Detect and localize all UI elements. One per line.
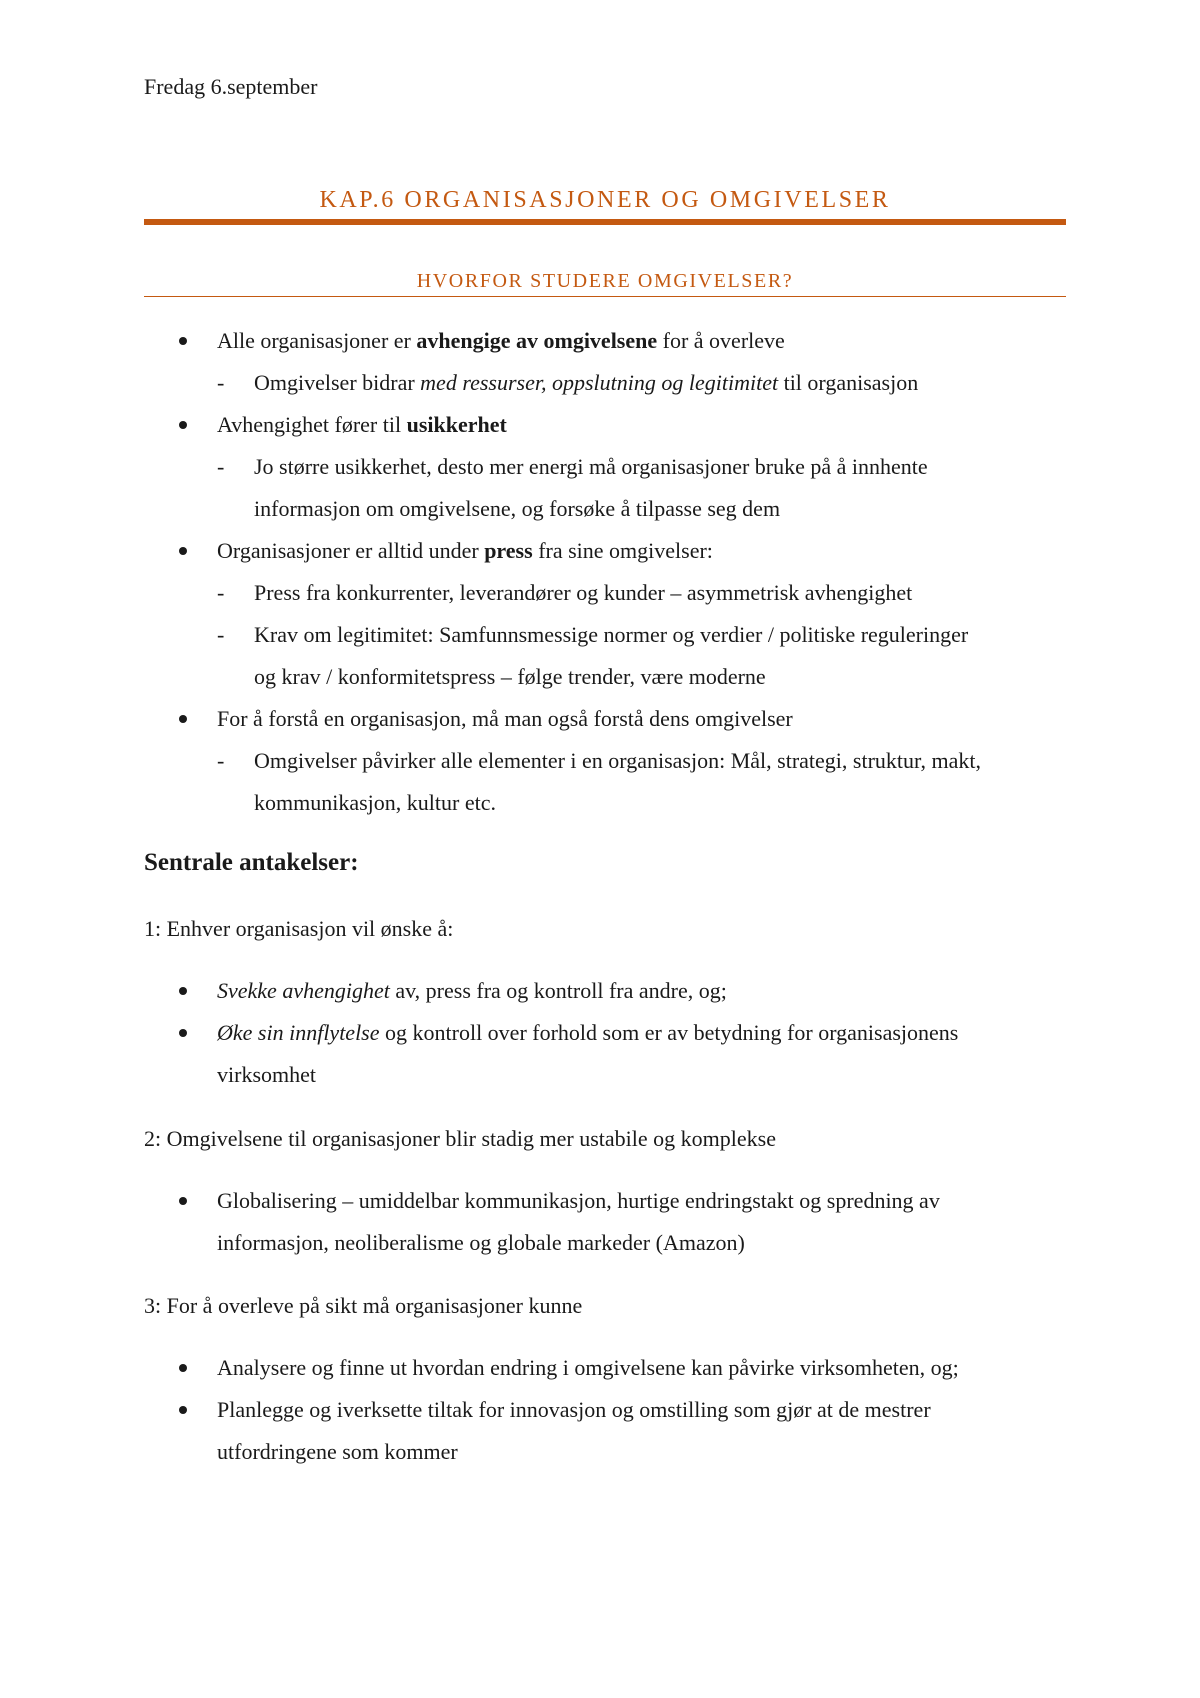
dash-icon: - xyxy=(217,748,225,773)
assumption-3-intro: 3: For å overleve på sikt må organisasjoner kunne xyxy=(144,1293,583,1318)
sub-list-item: - Krav om legitimitet: Samfunnsmessige normer og verdier / politiske reguleringer xyxy=(144,614,1066,656)
bullet-icon xyxy=(179,1406,187,1414)
dash-icon: - xyxy=(217,454,225,479)
dash-icon: - xyxy=(217,580,225,605)
bullet-icon xyxy=(179,715,187,723)
list-item: Planlegge og iverksette tiltak for innovasjon og omstilling som gjør at de mestrer xyxy=(144,1389,1066,1431)
assumptions-heading: Sentrale antakelser: xyxy=(144,849,359,876)
bullet-icon xyxy=(179,547,187,555)
list-item: For å forstå en organisasjon, må man også forstå dens omgivelser xyxy=(144,698,1066,740)
assumption-2-list xyxy=(144,1180,1066,1264)
list-item-continuation: utfordringene som kommer xyxy=(217,1439,458,1464)
list-item-continuation: virksomhet xyxy=(217,1062,316,1087)
bullet-icon xyxy=(179,987,187,995)
section-rule xyxy=(144,296,1066,297)
sub-list-item: - Omgivelser påvirker alle elementer i en organisasjon: Mål, strategi, struktur, makt, xyxy=(144,740,1066,782)
sub-list-item: - Jo større usikkerhet, desto mer energi må organisasjoner bruke på å innhente xyxy=(144,446,1066,488)
sub-list-item-continuation: og krav / konformitetspress – følge trender, være moderne xyxy=(254,664,766,689)
assumption-1-list xyxy=(144,970,1066,1096)
list-item: Analysere og finne ut hvordan endring i omgivelsene kan påvirke virksomheten, og; xyxy=(144,1347,1066,1389)
title-rule xyxy=(144,219,1066,225)
sub-list-item: - Omgivelser bidrar med ressurser, oppslutning og legitimitet til organisasjon xyxy=(144,362,1066,404)
bullet-icon xyxy=(179,337,187,345)
chapter-title: KAP.6 ORGANISASJONER OG OMGIVELSER xyxy=(319,187,891,213)
list-item: Avhengighet fører til usikkerhet xyxy=(144,404,1066,446)
dash-icon: - xyxy=(217,370,225,395)
section-title: HVORFOR STUDERE OMGIVELSER? xyxy=(416,270,794,292)
bullet-icon xyxy=(179,1364,187,1372)
section-bullet-list xyxy=(144,320,1066,824)
list-item-continuation: informasjon, neoliberalisme og globale markeder (Amazon) xyxy=(217,1230,745,1255)
assumption-3-list xyxy=(144,1347,1066,1473)
page-date: Fredag 6.september xyxy=(144,74,318,99)
assumption-2-intro: 2: Omgivelsene til organisasjoner blir stadig mer ustabile og komplekse xyxy=(144,1126,776,1151)
sub-list-item: - Press fra konkurrenter, leverandører og kunder – asymmetrisk avhengighet xyxy=(144,572,1066,614)
assumption-1-intro: 1: Enhver organisasjon vil ønske å: xyxy=(144,916,454,941)
dash-icon: - xyxy=(217,622,225,647)
list-item: Alle organisasjoner er avhengige av omgivelsene for å overleve xyxy=(144,320,1066,362)
bullet-icon xyxy=(179,421,187,429)
bullet-icon xyxy=(179,1029,187,1037)
sub-list-item-continuation: kommunikasjon, kultur etc. xyxy=(254,790,496,815)
list-item: Globalisering – umiddelbar kommunikasjon, hurtige endringstakt og spredning av xyxy=(144,1180,1066,1222)
list-item: Svekke avhengighet av, press fra og kontroll fra andre, og; xyxy=(144,970,1066,1012)
list-item: Øke sin innflytelse og kontroll over forhold som er av betydning for organisasjonens xyxy=(144,1012,1066,1054)
sub-list-item-continuation: informasjon om omgivelsene, og forsøke å tilpasse seg dem xyxy=(254,496,781,521)
list-item: Organisasjoner er alltid under press fra sine omgivelser: xyxy=(144,530,1066,572)
bullet-icon xyxy=(179,1197,187,1205)
